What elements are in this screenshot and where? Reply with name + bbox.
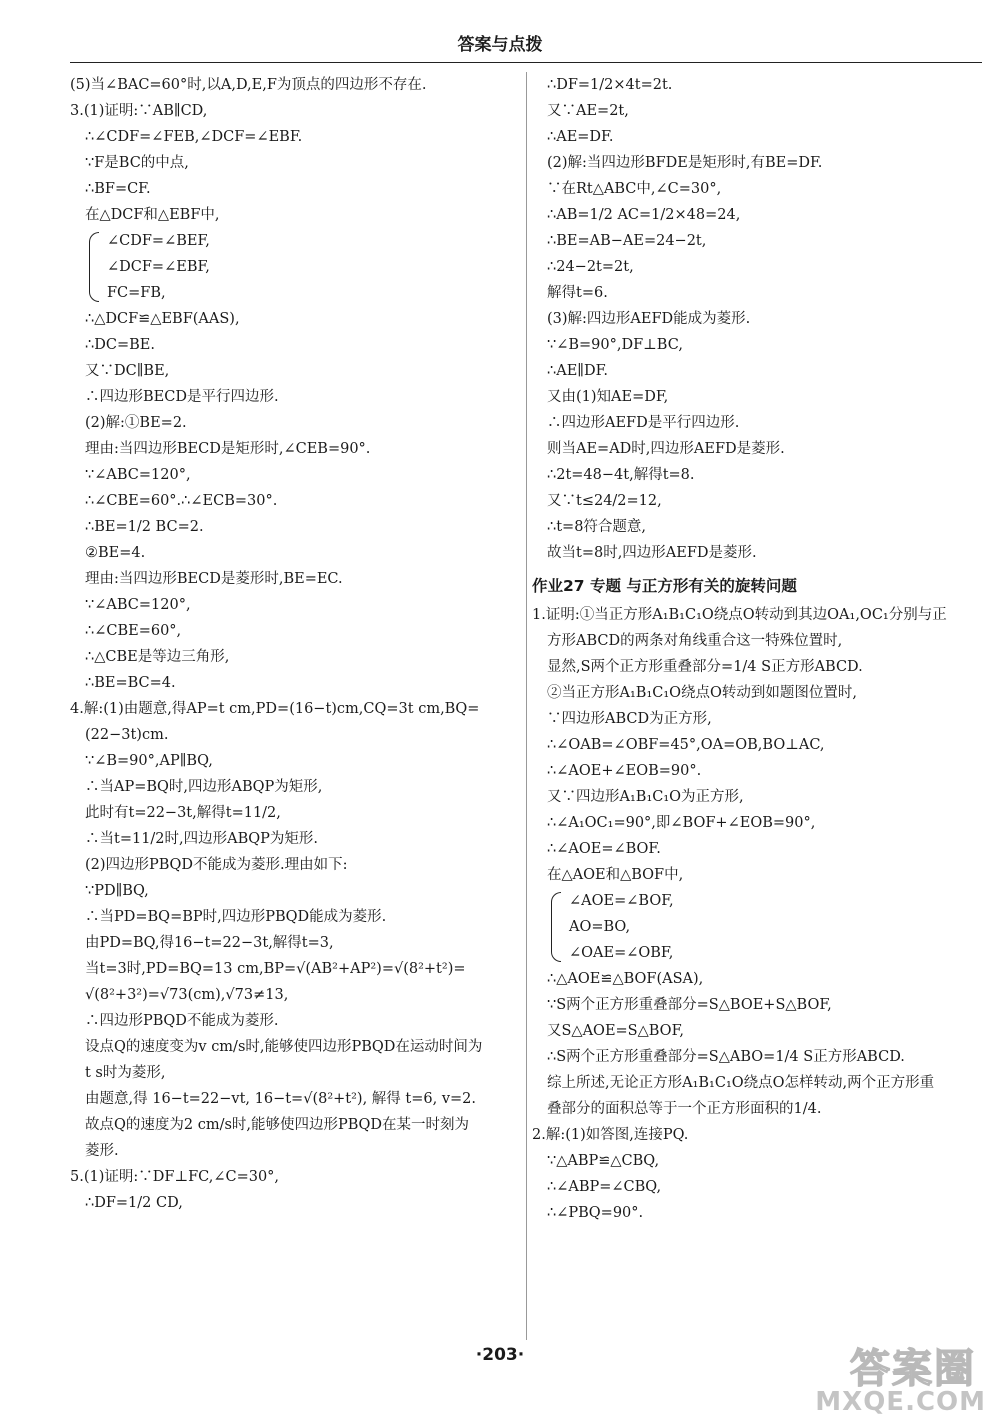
text-line: ∠CDF=∠BEF, (107, 233, 210, 249)
text-line: 叠部分的面积总等于一个正方形面积的1/4. (547, 1101, 822, 1117)
page-header (70, 30, 930, 60)
header-rule (70, 62, 982, 63)
text-line: ∴四边形AEFD是平行四边形. (547, 415, 740, 431)
watermark (796, 1337, 986, 1417)
text-line: ∵∠ABC=120°, (85, 597, 191, 613)
text-line: (22−3t)cm. (85, 727, 169, 743)
text-line: ∴BE=1/2 BC=2. (85, 519, 204, 535)
text-line: 此时有t=22−3t,解得t=11/2, (85, 805, 281, 821)
text-line: ∴四边形BECD是平行四边形. (85, 389, 279, 405)
text-line: ∴△DCF≌△EBF(AAS), (85, 311, 240, 327)
text-line: ∴2t=48−4t,解得t=8. (547, 467, 695, 483)
text-line: ∴BF=CF. (85, 181, 151, 197)
text-line: ∴△CBE是等边三角形, (85, 649, 230, 665)
text-line: √(8²+3²)=√73(cm),√73≠13, (85, 987, 289, 1003)
text-line: 又由(1)知AE=DF, (547, 389, 669, 405)
text-line: ∴S两个正方形重叠部分=S△ABO=1/4 S正方形ABCD. (547, 1049, 905, 1065)
right-column (532, 72, 990, 1226)
text-line: ∵在Rt△ABC中,∠C=30°, (547, 181, 722, 197)
text-line: (2)解:①BE=2. (85, 415, 187, 431)
text-line: ∠DCF=∠EBF, (107, 259, 210, 275)
text-line: ∵△ABP≌△CBQ, (547, 1153, 660, 1169)
text-line: ∴∠CBE=60°, (85, 623, 182, 639)
text-line: ∵四边形ABCD为正方形, (547, 711, 712, 727)
equation-system-brace (85, 228, 520, 306)
equation-system-brace (547, 888, 990, 966)
text-line: ∵∠ABC=120°, (85, 467, 191, 483)
text-line: ∴∠CBE=60°.∴∠ECB=30°. (85, 493, 278, 509)
header-title: 答案与点拨 (457, 35, 543, 55)
text-line: ∴四边形PBQD不能成为菱形. (85, 1013, 279, 1029)
text-line: 当t=3时,PD=BQ=13 cm,BP=√(AB²+AP²)=√(8²+t²)= (85, 961, 466, 977)
text-line: ∴∠AOE=∠BOF. (547, 841, 661, 857)
text-line: 1.证明:①当正方形A₁B₁C₁O绕点O转动到其边OA₁,OC₁分别与正 (532, 607, 947, 623)
text-line: ∴∠AOE+∠EOB=90°. (547, 763, 702, 779)
text-line: 故点Q的速度为2 cm/s时,能够使四边形PBQD在某一时刻为 (85, 1117, 469, 1133)
text-line: ∴BE=AB−AE=24−2t, (547, 233, 707, 249)
text-line: (3)解:四边形AEFD能成为菱形. (547, 311, 751, 327)
text-line: FC=FB, (107, 285, 166, 301)
text-line: ∴DF=1/2×4t=2t. (547, 77, 673, 93)
text-line: ∠AOE=∠BOF, (569, 893, 674, 909)
text-line: 3.(1)证明:∵AB∥CD, (70, 103, 208, 119)
text-line: ∴△AOE≌△BOF(ASA), (547, 971, 704, 987)
text-line: 菱形. (85, 1143, 119, 1159)
text-line: 又∵DC∥BE, (85, 363, 170, 379)
text-line: 2.解:(1)如答图,连接PQ. (532, 1127, 689, 1143)
text-line: 又∵AE=2t, (547, 103, 629, 119)
watermark-logo: 答案圈 (850, 1346, 976, 1392)
text-line: ∴∠ABP=∠CBQ, (547, 1179, 662, 1195)
text-line: (5)当∠BAC=60°时,以A,D,E,F为顶点的四边形不存在. (70, 77, 427, 93)
text-line: (2)解:当四边形BFDE是矩形时,有BE=DF. (547, 155, 823, 171)
text-line: 则当AE=AD时,四边形AEFD是菱形. (547, 441, 785, 457)
text-line: ∠OAE=∠OBF, (569, 945, 674, 961)
text-line: 又S△AOE=S△BOF, (547, 1023, 684, 1039)
text-line: 解得t=6. (547, 285, 608, 301)
text-line: 4.解:(1)由题意,得AP=t cm,PD=(16−t)cm,CQ=3t cm,BQ= (70, 701, 480, 717)
text-line: ∴AE=DF. (547, 129, 614, 145)
left-column (70, 72, 520, 1216)
text-line: 5.(1)证明:∵DF⊥FC,∠C=30°, (70, 1169, 280, 1185)
text-line: 显然,S两个正方形重叠部分=1/4 S正方形ABCD. (547, 659, 863, 675)
text-line: ∴AB=1/2 AC=1/2×48=24, (547, 207, 741, 223)
text-line: ②当正方形A₁B₁C₁O绕点O转动到如题图位置时, (547, 685, 858, 701)
text-line: 又∵四边形A₁B₁C₁O为正方形, (547, 789, 744, 805)
section-title: 作业27 专题 与正方形有关的旋转问题 (532, 577, 797, 595)
text-line: 理由:当四边形BECD是矩形时,∠CEB=90°. (85, 441, 371, 457)
text-line: ∴当AP=BQ时,四边形ABQP为矩形, (85, 779, 323, 795)
text-line: 由PD=BQ,得16−t=22−3t,解得t=3, (85, 935, 334, 951)
text-line: 设点Q的速度变为v cm/s时,能够使四边形PBQD在运动时间为 (85, 1039, 483, 1055)
text-line: ∴DC=BE. (85, 337, 155, 353)
text-line: 综上所述,无论正方形A₁B₁C₁O绕点O怎样转动,两个正方形重 (547, 1075, 935, 1091)
text-line: ∴当PD=BQ=BP时,四边形PBQD能成为菱形. (85, 909, 387, 925)
text-line: ∴24−2t=2t, (547, 259, 634, 275)
text-line: ∴当t=11/2时,四边形ABQP为矩形. (85, 831, 319, 847)
text-line: ∵PD∥BQ, (85, 883, 149, 899)
text-line: 理由:当四边形BECD是菱形时,BE=EC. (85, 571, 343, 587)
text-line: ∵∠B=90°,DF⊥BC, (547, 337, 683, 353)
text-line: 在△AOE和△BOF中, (547, 867, 684, 883)
text-line: t s时为菱形, (85, 1065, 166, 1081)
text-line: ∴t=8符合题意, (547, 519, 647, 535)
column-divider (526, 72, 527, 1340)
text-line: ∴∠A₁OC₁=90°,即∠BOF+∠EOB=90°, (547, 815, 816, 831)
text-line: ∴∠PBQ=90°. (547, 1205, 644, 1221)
text-line: ∴DF=1/2 CD, (85, 1195, 183, 1211)
text-line: 故当t=8时,四边形AEFD是菱形. (547, 545, 757, 561)
text-line: ∴AE∥DF. (547, 363, 609, 379)
text-line: ∵F是BC的中点, (85, 155, 189, 171)
text-line: ∴BE=BC=4. (85, 675, 176, 691)
text-line: ②BE=4. (85, 545, 146, 561)
text-line: ∴∠OAB=∠OBF=45°,OA=OB,BO⊥AC, (547, 737, 825, 753)
text-line: AO=BO, (569, 919, 631, 935)
text-line: (2)四边形PBQD不能成为菱形.理由如下: (85, 857, 348, 873)
text-line: ∵∠B=90°,AP∥BQ, (85, 753, 213, 769)
text-line: 又∵t≤24/2=12, (547, 493, 662, 509)
text-line: 由题意,得 16−t=22−vt, 16−t=√(8²+t²), 解得 t=6, v=2. (85, 1091, 477, 1107)
text-line: ∴∠CDF=∠FEB,∠DCF=∠EBF. (85, 129, 303, 145)
page-number: ·203· (475, 1345, 525, 1365)
text-line: ∵S两个正方形重叠部分=S△BOE+S△BOF, (547, 997, 832, 1013)
watermark-url: MXQE.COM (815, 1387, 986, 1417)
text-line: 方形ABCD的两条对角线重合这一特殊位置时, (547, 633, 843, 649)
text-line: 在△DCF和△EBF中, (85, 207, 220, 223)
